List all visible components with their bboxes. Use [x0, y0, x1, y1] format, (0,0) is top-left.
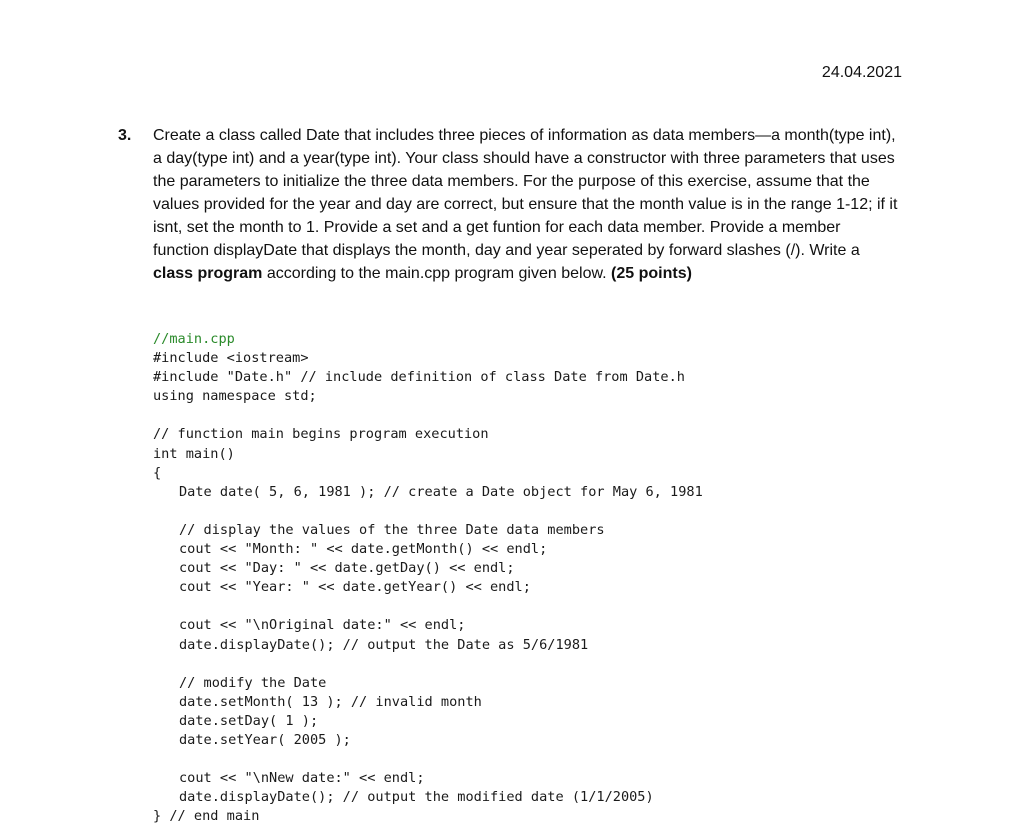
code-line: date.setDay( 1 ); [179, 712, 319, 729]
code-line [153, 597, 853, 616]
question-points: (25 points) [611, 265, 692, 282]
code-line: date.setMonth( 13 ); // invalid month [179, 693, 482, 710]
code-line: // display the values of the three Date data members [179, 521, 605, 538]
code-line: date.setYear( 2005 ); [179, 731, 351, 748]
code-line: cout << "Year: " << date.getYear() << endl; [179, 579, 531, 596]
code-line: #include "Date.h" // include definition of class Date from Date.h [153, 369, 685, 386]
code-line: date.displayDate(); // output the modified date (1/1/2005) [179, 789, 654, 806]
question-bold-class-program: class program [153, 265, 263, 282]
code-line: } // end main [153, 808, 260, 825]
code-line: cout << "Day: " << date.getDay() << endl; [179, 560, 515, 577]
code-line: cout << "\nOriginal date:" << endl; [179, 617, 466, 634]
code-line: // function main begins program execution [153, 426, 489, 443]
document-date: 24.04.2021 [821, 64, 902, 81]
question-number: 3. [118, 127, 132, 144]
code-line: date.displayDate(); // output the Date as 5/6/1981 [179, 636, 589, 653]
question-text-part-2: according to the main.cpp program given below. [262, 265, 612, 282]
code-line [153, 406, 853, 425]
code-line: //main.cpp [153, 331, 235, 347]
code-line [153, 655, 853, 674]
code-line: cout << "Month: " << date.getMonth() << endl; [179, 541, 548, 558]
code-line [153, 750, 853, 769]
code-line: using namespace std; [153, 388, 317, 405]
code-line: #include <iostream> [153, 350, 309, 367]
code-line: Date date( 5, 6, 1981 ); // create a Date object for May 6, 1981 [179, 483, 703, 500]
code-line: int main() [153, 445, 235, 462]
code-listing [153, 330, 853, 826]
code-line: cout << "\nNew date:" << endl; [179, 770, 425, 787]
question-text-part-1: Create a class called Date that includes three pieces of information as data members—a month(type int), a day(type int) and a year(type int). Your class should have a constructor with three parameters that uses the parameters to initialize the three data members. For the purpose of this exercise, assume that the values provided for the year and day are correct, but ensure that the month value is in the range 1-12; if it isnt, set the month to 1. Provide a set and a get funtion for each data member. Provide a member function displayDate that displays the month, day and year seperated by forward slashes (/). Write a [153, 127, 898, 259]
question-text [153, 124, 898, 285]
code-line: // modify the Date [179, 674, 327, 691]
code-line [153, 502, 853, 521]
code-line: { [153, 464, 162, 481]
